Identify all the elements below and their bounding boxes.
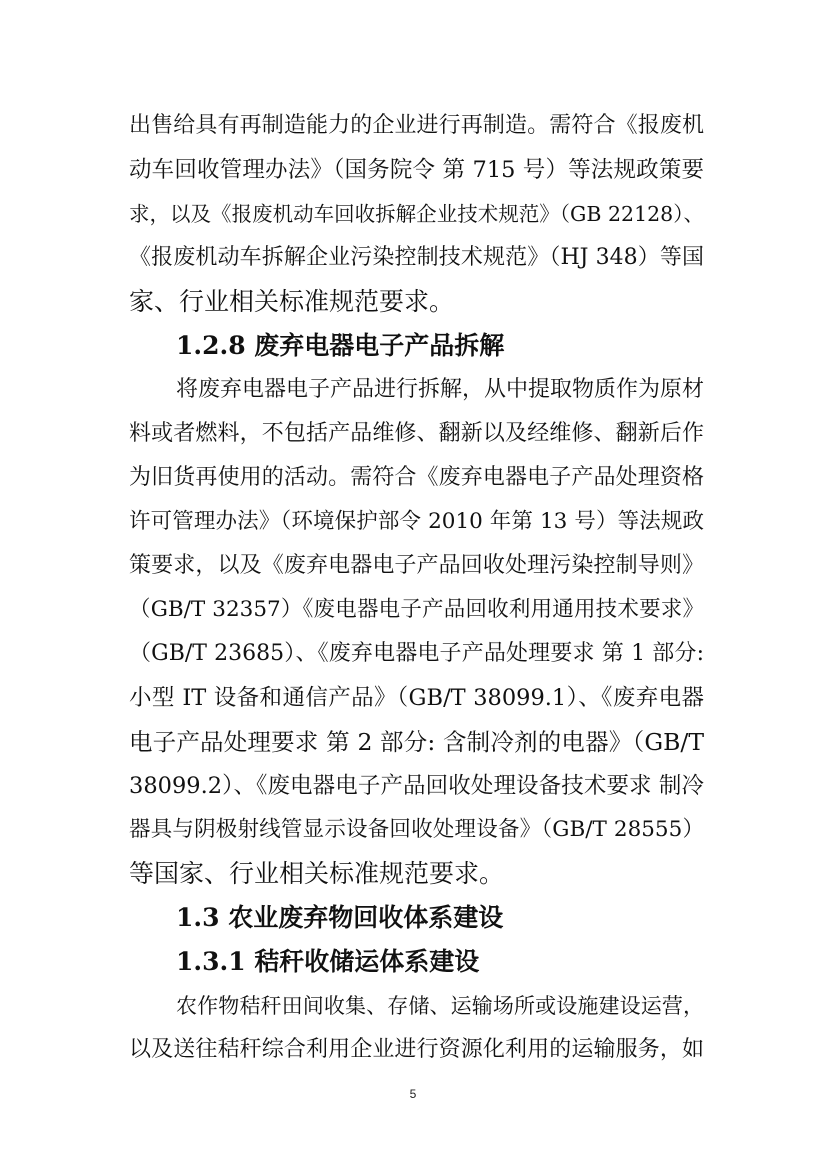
paragraph-line: 家、行业相关标准规范要求。 [129,287,455,316]
section-heading: 1.2.8 废弃电器电子产品拆解 [176,331,505,360]
section-heading: 1.3 农业废弃物回收体系建设 [176,903,504,932]
paragraph-line: 求，以及《报废机动车回收拆解企业技术规范》（GB 22128）、 [129,202,704,226]
paragraph-line: 电子产品处理要求 第 2 部分: 含制冷剂的电器》（GB/T [129,728,704,756]
subsection-heading: 1.3.1 秸秆收储运体系建设 [176,947,480,976]
paragraph-line: 许可管理办法》（环境保护部令 2010 年第 13 号）等法规政 [129,509,704,534]
paragraph-line: 料或者燃料，不包括产品维修、翻新以及经维修、翻新后作 [129,421,704,446]
paragraph-line: 小型 IT 设备和通信产品》（GB/T 38099.1）、《废弃电器 [129,685,704,711]
paragraph-line: 出售给具有再制造能力的企业进行再制造。需符合《报废机 [129,113,704,138]
paragraph-line: 动车回收管理办法》（国务院令 第 715 号）等法规政策要 [129,157,704,183]
paragraph-line: 等国家、行业相关标准规范要求。 [129,859,505,888]
page-number: 5 [409,1087,417,1101]
paragraph-line: 以及送往秸秆综合利用企业进行资源化利用的运输服务，如 [129,1037,704,1062]
paragraph-line: 38099.2）、《废电器电子产品回收处理设备技术要求 制冷 [129,773,704,799]
paragraph-line: （GB/T 23685）、《废弃电器电子产品处理要求 第 1 部分: [129,641,704,666]
paragraph-line: （GB/T 32357）《废电器电子产品回收利用通用技术要求》 [129,597,704,622]
paragraph-line: 策要求，以及《废弃电器电子产品回收处理污染控制导则》 [129,553,704,578]
paragraph-line: 为旧货再使用的活动。需符合《废弃电器电子产品处理资格 [129,465,704,490]
paragraph-line: 将废弃电器电子产品进行拆解，从中提取物质作为原材 [176,377,705,402]
paragraph-line: 器具与阴极射线管显示设备回收处理设备》（GB/T 28555） [129,817,704,842]
paragraph-line: 《报废机动车拆解企业污染控制技术规范》（HJ 348）等国 [129,245,704,270]
paragraph-line: 农作物秸秆田间收集、存储、运输场所或设施建设运营， [176,994,704,1018]
